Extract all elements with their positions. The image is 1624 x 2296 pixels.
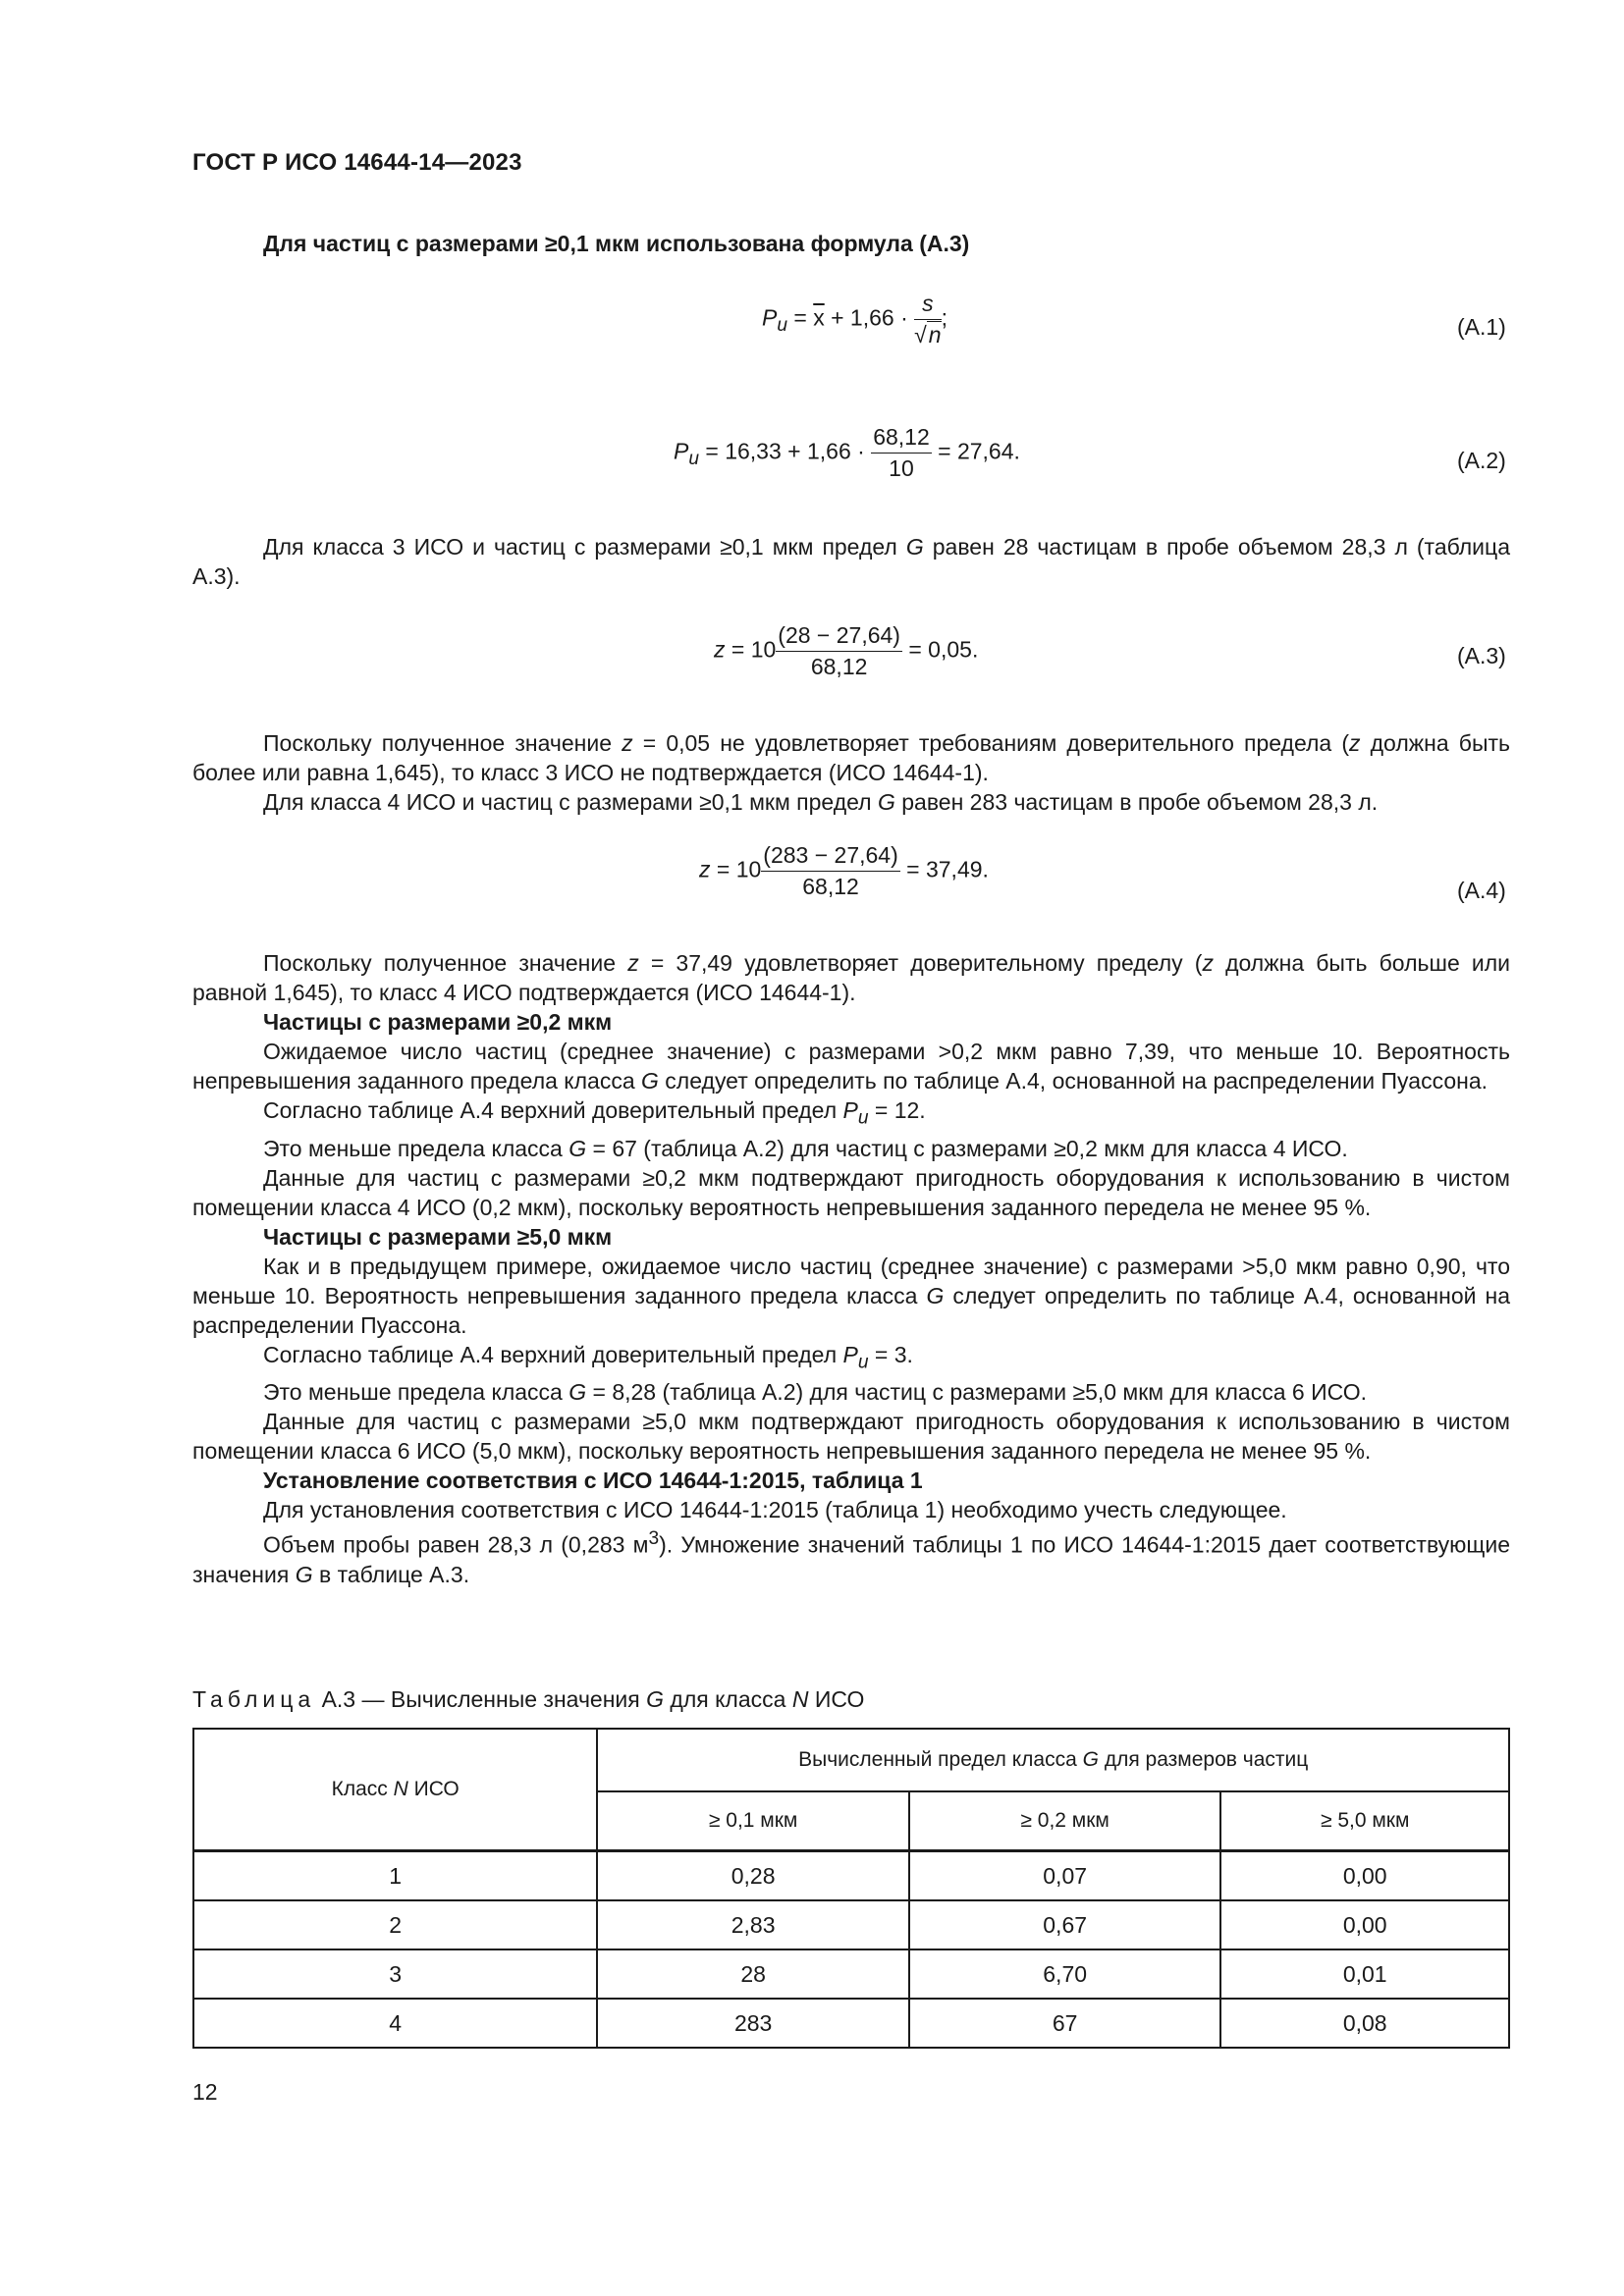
equation-a1-label: (А.1) xyxy=(1457,314,1506,340)
equation-a1: $P_u = \overline{x} + 1,66$ · $\frac{s}{√n}$ ; xyxy=(762,291,947,347)
table-a3 xyxy=(192,1728,1510,2049)
table-cell: 28 xyxy=(597,1949,909,1999)
table-cell: 2,83 xyxy=(597,1900,909,1949)
table-caption: Таблица А.3 — Вычисленные значения G для класса N ИСО xyxy=(192,1686,865,1712)
table-row xyxy=(193,1949,1509,1999)
table-row xyxy=(193,1900,1509,1949)
table-cell: 0,07 xyxy=(909,1851,1221,1901)
table-row xyxy=(193,1999,1509,2048)
main-body: Поскольку полученное значение z = 37,49 удовлетворяет доверительному пределу (z должна быть больше или равной 1,645), то класс 4 ИСО подтверждается (ИСО 14644-1). Частицы с размерами ≥0,2 мкм Ожидаемое число частиц (среднее значение) с размерами >0,2 мкм равно 7,39, что меньше 10. Вероятность непревышения заданного предела класса G следует определить по таблице А.4, основанной на распределении Пуассона. Согласно таблице А.4 верхний доверительный предел $P_u = 12$. Это меньше предела класса G = 67 (таблица А.2) для частиц с размерами ≥0,2 мкм для класса 4 ИСО. Данные для частиц с размерами ≥0,2 мкм подтверждают пригодность оборудования к использованию в чистом помещении класса 4 ИСО (0,2 мкм), поскольку вероятность непревышения заданного передела не менее 95 %. Частицы с размерами ≥5,0 мкм Как и в предыдущем примере, ожидаемое число частиц (среднее значение) с размерами >5,0 мкм равно 0,90, что меньше 10. Вероятность непревышения заданного предела класса G следует определить по таблице А.4, основанной на распределении Пуассона. Согласно таблице А.4 верхний доверительный предел $P_u = 3$. Это меньше предела класса G = 8,28 (таблица А.2) для частиц с размерами ≥5,0 мкм для класса 6 ИСО. Данные для частиц с размерами ≥5,0 мкм подтверждают пригодность оборудования к использованию в чистом помещении класса 6 ИСО (5,0 мкм), поскольку вероятность непревышения заданного передела не менее 95 %. Установление соответствия с ИСО 14644-1:2015, таблица 1 Для установления соответствия с ИСО 14644-1:2015 (таблица 1) необходимо учесть следующее. Объем пробы равен 28,3 л (0,283 $м^3$). Умножение значений таблицы 1 по ИСО 14644-1:2015 дает соответствующие значения G в таблице А.3. xyxy=(192,950,1511,1587)
header-size: ≥ 5,0 мкм xyxy=(1220,1791,1509,1851)
table-cell: 283 xyxy=(597,1999,909,2048)
header-size: ≥ 0,1 мкм xyxy=(597,1791,909,1851)
formula-note: Для частиц с размерами ≥0,1 мкм использована формула (А.3) xyxy=(263,231,970,256)
paragraphs-class3-class4: Поскольку полученное значение z = 0,05 не удовлетворяет требованиям доверительного предела (z должна быть более или равна 1,645), то класс 3 ИСО не подтверждается (ИСО 14644-1). Для класса 4 ИСО и частиц с размерами ≥0,1 мкм предел G равен 283 частицам в пробе объемом 28,3 л. xyxy=(192,730,1510,815)
table-cell: 6,70 xyxy=(909,1949,1221,1999)
equation-a4: z = 10 $\frac{(283 - 27,64)}{68,12}$ = 37,49. xyxy=(699,842,989,899)
header-class: Класс N ИСО xyxy=(193,1729,597,1851)
table-cell: 67 xyxy=(909,1999,1221,2048)
table-cell: 2 xyxy=(193,1900,597,1949)
table-cell: 0,67 xyxy=(909,1900,1221,1949)
header-group: Вычисленный предел класса G для размеров частиц xyxy=(597,1729,1509,1791)
document-header: ГОСТ Р ИСО 14644-14—2023 xyxy=(192,149,522,176)
table-cell: 0,00 xyxy=(1220,1900,1509,1949)
table-cell: 1 xyxy=(193,1851,597,1901)
header-size: ≥ 0,2 мкм xyxy=(909,1791,1221,1851)
equation-a3: z = 10 $\frac{(28 - 27,64)}{68,12}$ = 0,05. xyxy=(714,622,979,679)
table-row xyxy=(193,1851,1509,1901)
paragraph-class3: Для класса 3 ИСО и частиц с размерами ≥0,1 мкм предел G равен 28 частицам в пробе объемом 28,3 л (таблица А.3). xyxy=(192,534,1510,589)
table-cell: 4 xyxy=(193,1999,597,2048)
table-cell: 0,28 xyxy=(597,1851,909,1901)
section-heading-02: Частицы с размерами ≥0,2 мкм xyxy=(263,1009,613,1035)
section-heading-conformity: Установление соответствия с ИСО 14644-1:2015, таблица 1 xyxy=(263,1468,923,1494)
section-heading-50: Частицы с размерами ≥5,0 мкм xyxy=(263,1223,613,1250)
table-cell: 0,00 xyxy=(1220,1851,1509,1901)
table-cell: 3 xyxy=(193,1949,597,1999)
equation-a4-label: (А.4) xyxy=(1457,878,1506,903)
equation-a2-label: (А.2) xyxy=(1457,448,1506,473)
equation-a2: $P_u = 16,33 + 1,66$ · $\frac{68,12}{10}$ = 27,64. xyxy=(674,424,1020,481)
equation-a3-label: (А.3) xyxy=(1457,643,1506,668)
page-number: 12 xyxy=(192,2079,218,2105)
table-cell: 0,01 xyxy=(1220,1949,1509,1999)
table-cell: 0,08 xyxy=(1220,1999,1509,2048)
